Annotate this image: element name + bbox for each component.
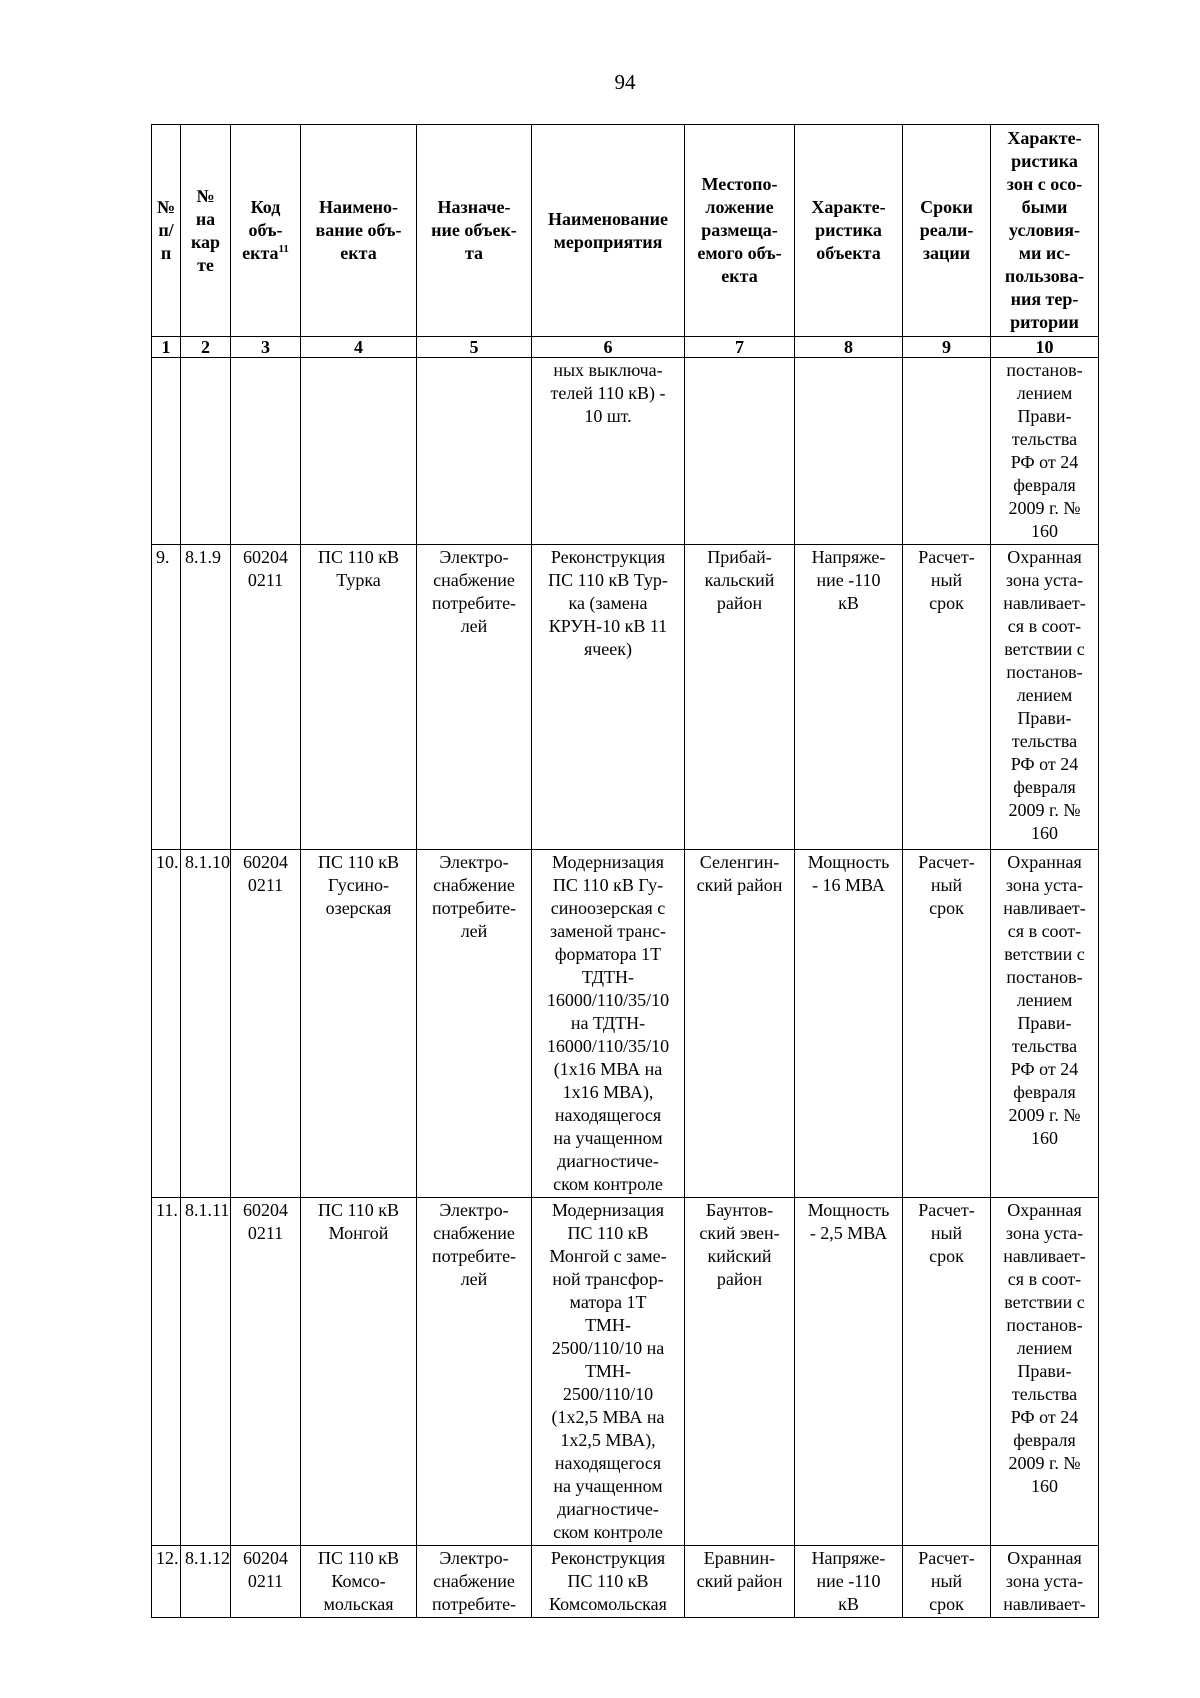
object-code-cell: 60204 0211 xyxy=(231,545,301,850)
object-name-cell xyxy=(301,358,417,545)
header-cell: Местопо- ложение размеща- емого объ- екта xyxy=(685,125,795,337)
object-purpose-cell: Электро- снабжение потребите- лей xyxy=(417,1198,532,1546)
row-number-cell: 12. xyxy=(152,1546,181,1618)
term-cell: Расчет- ный срок xyxy=(903,850,991,1198)
object-code-cell: 60204 0211 xyxy=(231,1198,301,1546)
measures-table xyxy=(151,124,1099,1618)
header-cell: Характе- ристика объекта xyxy=(795,125,903,337)
characteristic-cell: Напряже- ние -110 кВ xyxy=(795,545,903,850)
zone-characteristic-cell: Охранная зона уста- навливает- xyxy=(991,1546,1099,1618)
row-number-cell: 9. xyxy=(152,545,181,850)
row-number-cell xyxy=(152,358,181,545)
term-cell: Расчет- ный срок xyxy=(903,1546,991,1618)
row-number-cell: 10. xyxy=(152,850,181,1198)
measure-name-cell: Модернизация ПС 110 кВ Монгой с заме- ной трансфор- матора 1Т ТМН- 2500/110/10 на ТМН- 2500/110/10 (1х2,5 МВА на 1х2,5 МВА), находящегося на учащенном диагностиче- ском контроле xyxy=(532,1198,685,1546)
object-code-cell: 60204 0211 xyxy=(231,1546,301,1618)
column-number: 3 xyxy=(231,337,301,358)
object-code-cell: 60204 0211 xyxy=(231,850,301,1198)
map-number-cell: 8.1.12 xyxy=(181,1546,231,1618)
table-row xyxy=(152,545,1099,850)
header-cell: Код объ- екта$^{11}$ xyxy=(231,125,301,337)
column-number: 2 xyxy=(181,337,231,358)
header-cell: № на кар те xyxy=(181,125,231,337)
header-cell: № п/ п xyxy=(152,125,181,337)
object-purpose-cell xyxy=(417,358,532,545)
header-cell: Характе- ристика зон с осо- быми условия- ми ис- пользова- ния тер- ритории xyxy=(991,125,1099,337)
column-number: 6 xyxy=(532,337,685,358)
table-row xyxy=(152,1198,1099,1546)
characteristic-cell: Напряже- ние -110 кВ xyxy=(795,1546,903,1618)
object-purpose-cell: Электро- снабжение потребите- xyxy=(417,1546,532,1618)
measure-name-cell: ных выключа- телей 110 кВ) - 10 шт. xyxy=(532,358,685,545)
measure-name-cell: Реконструкция ПС 110 кВ Комсомольская xyxy=(532,1546,685,1618)
location-cell xyxy=(685,358,795,545)
column-number: 5 xyxy=(417,337,532,358)
location-cell: Баунтов- ский эвен- кийский район xyxy=(685,1198,795,1546)
header-row xyxy=(152,125,1099,337)
object-purpose-cell: Электро- снабжение потребите- лей xyxy=(417,850,532,1198)
zone-characteristic-cell: Охранная зона уста- навливает- ся в соот- ветствии с постанов- лением Прави- тельства РФ от 24 февраля 2009 г. № 160 xyxy=(991,545,1099,850)
measure-name-cell: Реконструкция ПС 110 кВ Тур- ка (замена КРУН-10 кВ 11 ячеек) xyxy=(532,545,685,850)
term-cell xyxy=(903,358,991,545)
header-cell: Сроки реали- зации xyxy=(903,125,991,337)
column-number: 8 xyxy=(795,337,903,358)
term-cell: Расчет- ный срок xyxy=(903,545,991,850)
table-row xyxy=(152,850,1099,1198)
zone-characteristic-cell: постанов- лением Прави- тельства РФ от 24 февраля 2009 г. № 160 xyxy=(991,358,1099,545)
table-row xyxy=(152,1546,1099,1618)
map-number-cell: 8.1.11 xyxy=(181,1198,231,1546)
object-name-cell: ПС 110 кВ Комсо- мольская xyxy=(301,1546,417,1618)
object-name-cell: ПС 110 кВ Гусино- озерская xyxy=(301,850,417,1198)
object-purpose-cell: Электро- снабжение потребите- лей xyxy=(417,545,532,850)
location-cell: Прибай- кальский район xyxy=(685,545,795,850)
object-code-cell xyxy=(231,358,301,545)
map-number-cell: 8.1.10 xyxy=(181,850,231,1198)
characteristic-cell xyxy=(795,358,903,545)
column-number: 9 xyxy=(903,337,991,358)
column-number: 10 xyxy=(991,337,1099,358)
location-cell: Селенгин- ский район xyxy=(685,850,795,1198)
column-number: 7 xyxy=(685,337,795,358)
column-number-row xyxy=(152,337,1099,358)
location-cell: Еравнин- ский район xyxy=(685,1546,795,1618)
map-number-cell: 8.1.9 xyxy=(181,545,231,850)
header-cell: Назначе- ние объек- та xyxy=(417,125,532,337)
object-name-cell: ПС 110 кВ Турка xyxy=(301,545,417,850)
measure-name-cell: Модернизация ПС 110 кВ Гу- синоозерская с заменой транс- форматора 1Т ТДТН- 16000/110/35/10 на ТДТН- 16000/110/35/10 (1х16 МВА на 1х16 МВА), находящегося на учащенном диагностиче- ском контроле xyxy=(532,850,685,1198)
zone-characteristic-cell: Охранная зона уста- навливает- ся в соот- ветствии с постанов- лением Прави- тельства РФ от 24 февраля 2009 г. № 160 xyxy=(991,1198,1099,1546)
row-number-cell: 11. xyxy=(152,1198,181,1546)
footnote-mark: 11 xyxy=(278,243,289,255)
term-cell: Расчет- ный срок xyxy=(903,1198,991,1546)
characteristic-cell: Мощность - 2,5 МВА xyxy=(795,1198,903,1546)
page-number: 94 xyxy=(614,70,636,94)
column-number: 4 xyxy=(301,337,417,358)
characteristic-cell: Мощность - 16 МВА xyxy=(795,850,903,1198)
header-cell: Наименование мероприятия xyxy=(532,125,685,337)
object-name-cell: ПС 110 кВ Монгой xyxy=(301,1198,417,1546)
map-number-cell xyxy=(181,358,231,545)
column-number: 1 xyxy=(152,337,181,358)
zone-characteristic-cell: Охранная зона уста- навливает- ся в соот- ветствии с постанов- лением Прави- тельства РФ от 24 февраля 2009 г. № 160 xyxy=(991,850,1099,1198)
header-cell: Наимено- вание объ- екта xyxy=(301,125,417,337)
table-row xyxy=(152,358,1099,545)
